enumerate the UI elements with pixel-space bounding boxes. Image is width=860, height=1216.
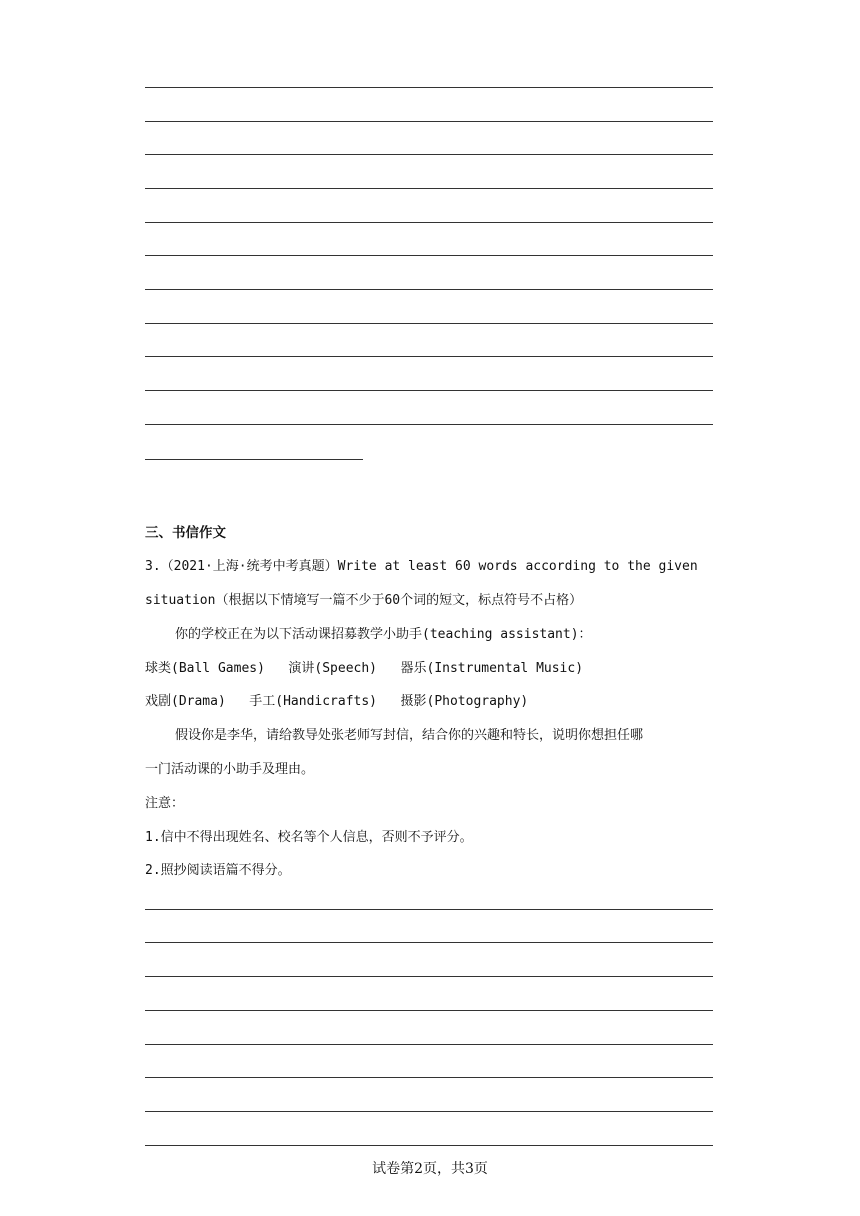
question-line: situation（根据以下情境写一篇不少于60个词的短文，标点符号不占格） <box>145 593 583 608</box>
note-item: 1.信中不得出现姓名、校名等个人信息，否则不予评分。 <box>145 830 473 845</box>
question-line: 球类(Ball Games) 演讲(Speech) 器乐(Instrumental Music) <box>145 661 584 676</box>
answer-line-short <box>145 459 363 460</box>
section-heading: 三、书信作文 <box>145 525 226 541</box>
question-line: 你的学校正在为以下活动课招募教学小助手(teaching assistant)： <box>175 627 592 642</box>
question-line: 一门活动课的小助手及理由。 <box>145 762 315 777</box>
answer-line <box>145 289 713 290</box>
answer-line <box>145 1077 713 1078</box>
note-title: 注意： <box>145 796 185 811</box>
answer-line <box>145 1010 713 1011</box>
page-footer: 试卷第2页，共3页 <box>372 1161 488 1177</box>
answer-line <box>145 424 713 425</box>
answer-line <box>145 188 713 189</box>
note-item: 2.照抄阅读语篇不得分。 <box>145 863 291 878</box>
answer-line <box>145 1044 713 1045</box>
answer-line <box>145 909 713 910</box>
question-line: 戏剧(Drama) 手工(Handicrafts) 摄影(Photography) <box>145 694 529 709</box>
answer-line <box>145 942 713 943</box>
answer-line <box>145 1111 713 1112</box>
answer-line <box>145 390 713 391</box>
answer-line <box>145 323 713 324</box>
question-line: 3.（2021·上海·统考中考真题）Write at least 60 words according to the given <box>145 559 698 574</box>
answer-line <box>145 1145 713 1146</box>
answer-line <box>145 356 713 357</box>
answer-line <box>145 976 713 977</box>
answer-line <box>145 154 713 155</box>
answer-line <box>145 121 713 122</box>
answer-line <box>145 255 713 256</box>
question-line: 假设你是李华，请给教导处张老师写封信，结合你的兴趣和特长，说明你想担任哪 <box>175 728 644 743</box>
answer-line <box>145 222 713 223</box>
answer-line <box>145 87 713 88</box>
